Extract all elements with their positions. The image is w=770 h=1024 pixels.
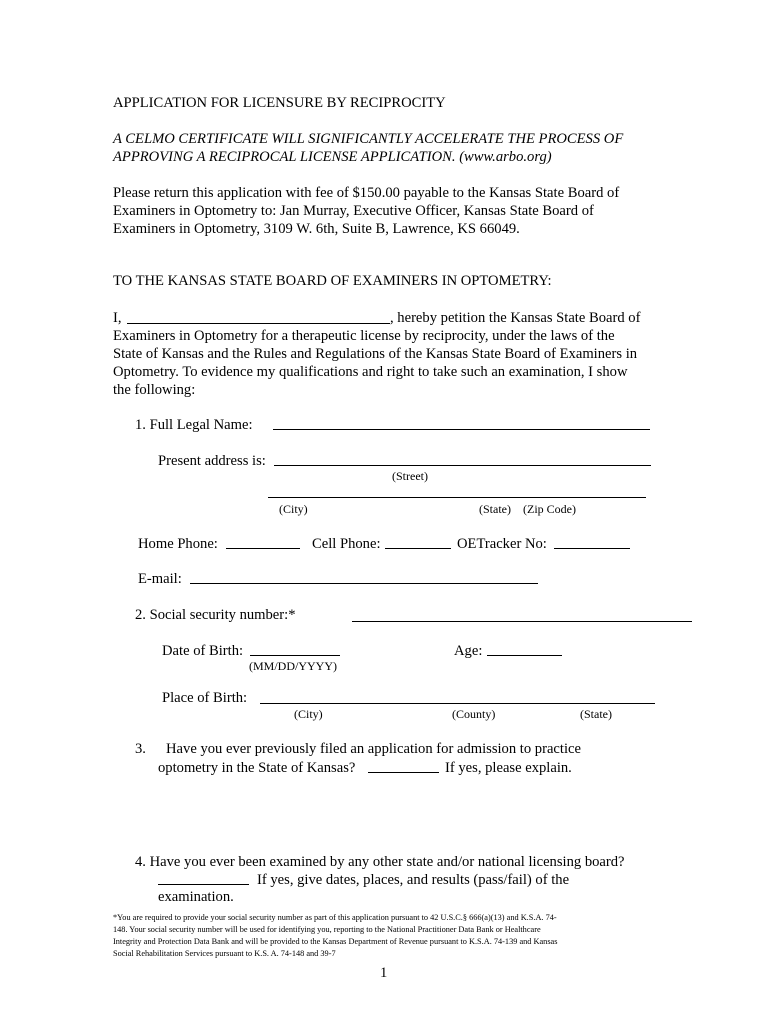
q3-line-2-pre: optometry in the State of Kansas? <box>158 760 356 776</box>
full-name-field[interactable] <box>273 429 650 430</box>
full-name-label: 1. Full Legal Name: <box>135 417 253 433</box>
instructions-line-1: Please return this application with fee of $150.00 payable to the Kansas State Board of <box>113 185 620 201</box>
footnote-line-2: 148. Your social security number will be used for identifying you, reporting to the National Practitioner Data Bank or Healthcare <box>113 925 541 934</box>
petition-line-2: Examiners in Optometry for a therapeutic license by reciprocity, under the laws of the <box>113 328 615 344</box>
city-caption: (City) <box>279 502 308 516</box>
celmo-notice-line-2: APPROVING A RECIPROCAL LICENSE APPLICATION. (www.arbo.org) <box>113 149 552 165</box>
instructions-line-3: Examiners in Optometry, 3109 W. 6th, Suite B, Lawrence, KS 66049. <box>113 221 520 237</box>
age-label: Age: <box>454 643 483 659</box>
cell-phone-field[interactable] <box>385 548 451 549</box>
footnote-line-4: Social Rehabilitation Services pursuant to K.S. A. 74-148 and 39-7 <box>113 949 336 958</box>
ssn-field[interactable] <box>352 621 692 622</box>
addressee: TO THE KANSAS STATE BOARD OF EXAMINERS IN OPTOMETRY: <box>113 273 552 289</box>
q3-line-1: Have you ever previously filed an application for admission to practice <box>166 741 581 757</box>
pob-county-caption: (County) <box>452 707 496 721</box>
email-label: E-mail: <box>138 571 182 587</box>
instructions-line-2: Examiners in Optometry to: Jan Murray, Executive Officer, Kansas State Board of <box>113 203 594 219</box>
dob-label: Date of Birth: <box>162 643 244 659</box>
celmo-notice-line-1: A CELMO CERTIFICATE WILL SIGNIFICANTLY ACCELERATE THE PROCESS OF <box>113 131 624 147</box>
city-state-zip-field[interactable] <box>268 497 646 498</box>
present-address-label: Present address is: <box>158 453 266 469</box>
dob-format-caption: (MM/DD/YYYY) <box>249 659 337 673</box>
page-title: APPLICATION FOR LICENSURE BY RECIPROCITY <box>113 95 446 111</box>
home-phone-label: Home Phone: <box>138 536 218 552</box>
street-field[interactable] <box>274 465 651 466</box>
q4-answer-field[interactable] <box>158 884 249 885</box>
place-of-birth-label: Place of Birth: <box>162 690 248 706</box>
q3-answer-field[interactable] <box>368 772 439 773</box>
q3-line-2-post: If yes, please explain. <box>445 760 572 776</box>
cell-phone-label: Cell Phone: <box>312 536 381 552</box>
page-number: 1 <box>380 965 388 981</box>
dob-field[interactable] <box>250 655 340 656</box>
footnote-line-1: *You are required to provide your social security number as part of this application pursuant to 42 U.S.C.§ 666(a)(13) and K.S.A. 74- <box>113 913 557 922</box>
petition-line-1-rest: , hereby petition the Kansas State Board of <box>390 310 641 326</box>
applicant-name-blank[interactable] <box>127 323 390 324</box>
footnote-line-3: Integrity and Protection Data Bank and will be provided to the Kansas Department of Revenue pursuant to K.S.A. 74-139 and Kansas <box>113 937 558 946</box>
pob-state-caption: (State) <box>580 707 612 721</box>
q4-line-3: examination. <box>158 889 234 905</box>
petition-line-3: State of Kansas and the Rules and Regulations of the Kansas State Board of Examiners in <box>113 346 638 362</box>
q3-number: 3. <box>135 741 146 757</box>
q4-line-1: 4. Have you ever been examined by any other state and/or national licensing board? <box>135 854 625 870</box>
ssn-label: 2. Social security number:* <box>135 607 296 623</box>
petition-line-5: the following: <box>113 382 196 398</box>
oetracker-label: OETracker No: <box>457 536 547 552</box>
petition-line-4: Optometry. To evidence my qualifications and right to take such an examination, I show <box>113 364 628 380</box>
petition-lead: I, <box>113 310 122 326</box>
q4-line-2-post: If yes, give dates, places, and results (pass/fail) of the <box>257 872 570 888</box>
place-of-birth-field[interactable] <box>260 703 655 704</box>
street-caption: (Street) <box>392 469 428 483</box>
age-field[interactable] <box>487 655 562 656</box>
home-phone-field[interactable] <box>226 548 300 549</box>
pob-city-caption: (City) <box>294 707 323 721</box>
oetracker-field[interactable] <box>554 548 630 549</box>
email-field[interactable] <box>190 583 538 584</box>
state-zip-caption: (State) (Zip Code) <box>479 502 576 516</box>
